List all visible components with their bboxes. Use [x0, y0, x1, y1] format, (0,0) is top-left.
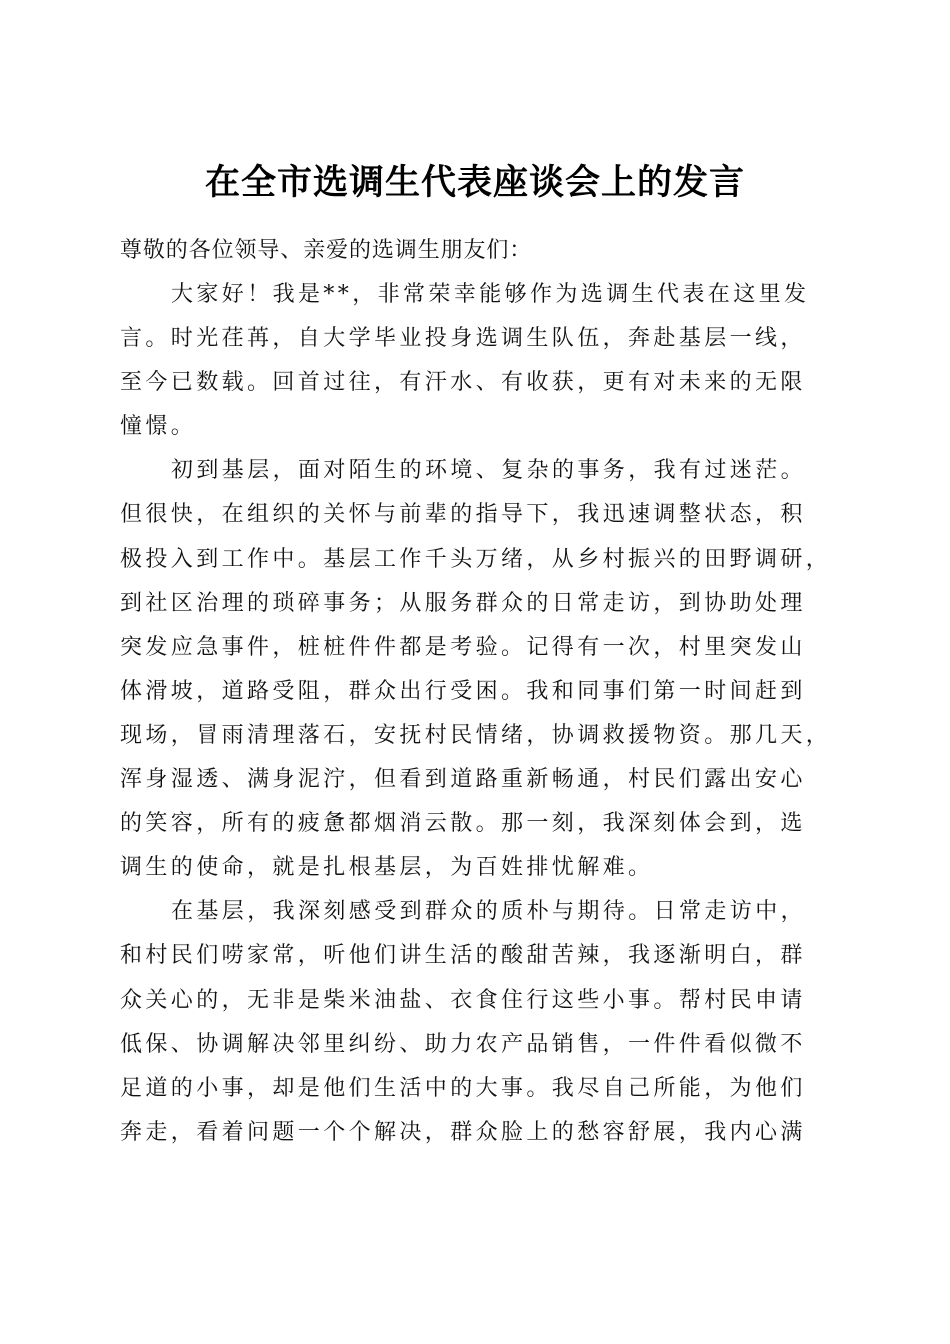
paragraph-line: 现场，冒雨清理落石，安抚村民情绪，协调救援物资。那几天，: [120, 722, 832, 748]
paragraph-line: 到社区治理的琐碎事务；从服务群众的日常走访，到协助处理: [120, 590, 806, 616]
paragraph-line: 但很快，在组织的关怀与前辈的指导下，我迅速调整状态，积: [120, 502, 806, 528]
paragraph-line: 足道的小事，却是他们生活中的大事。我尽自己所能，为他们: [120, 1075, 806, 1101]
paragraph-line: 极投入到工作中。基层工作千头万绪，从乡村振兴的田野调研，: [120, 546, 832, 572]
paragraph-line: 和村民们唠家常，听他们讲生活的酸甜苦辣，我逐渐明白，群: [120, 943, 806, 969]
paragraph-2: [120, 449, 835, 890]
paragraph-line: 奔走，看着问题一个个解决，群众脸上的愁容舒展，我内心满: [120, 1119, 806, 1145]
paragraph-line: 在基层，我深刻感受到群众的质朴与期待。日常走访中，: [171, 899, 807, 925]
paragraph-line: 言。时光荏苒，自大学毕业投身选调生队伍，奔赴基层一线，: [120, 326, 806, 352]
paragraph-line: 调生的使命，就是扎根基层，为百姓排忧解难。: [120, 855, 654, 881]
paragraph-1: [120, 273, 835, 449]
paragraph-line: 突发应急事件，桩桩件件都是考验。记得有一次，村里突发山: [120, 634, 806, 660]
document-title: 在全市选调生代表座谈会上的发言: [204, 162, 745, 204]
document-body: [120, 229, 835, 1155]
paragraph-line: 至今已数载。回首过往，有汗水、有收获，更有对未来的无限: [120, 370, 806, 396]
salutation: 尊敬的各位领导、亲爱的选调生朋友们：: [120, 238, 533, 263]
paragraph-line: 低保、协调解决邻里纠纷、助力农产品销售，一件件看似微不: [120, 1031, 806, 1057]
paragraph-line: 的笑容，所有的疲惫都烟消云散。那一刻，我深刻体会到，选: [120, 811, 806, 837]
paragraph-line: 浑身湿透、满身泥泞，但看到道路重新畅通，村民们露出安心: [120, 767, 806, 793]
paragraph-line: 憧憬。: [120, 414, 197, 440]
paragraph-line: 众关心的，无非是柴米油盐、衣食住行这些小事。帮村民申请: [120, 987, 806, 1013]
paragraph-line: 体滑坡，道路受阻，群众出行受困。我和同事们第一时间赶到: [120, 678, 806, 704]
paragraph-line: 初到基层，面对陌生的环境、复杂的事务，我有过迷茫。: [171, 458, 807, 484]
paragraph-line: 大家好！我是**，非常荣幸能够作为选调生代表在这里发: [171, 282, 810, 307]
paragraph-3: [120, 890, 835, 1155]
